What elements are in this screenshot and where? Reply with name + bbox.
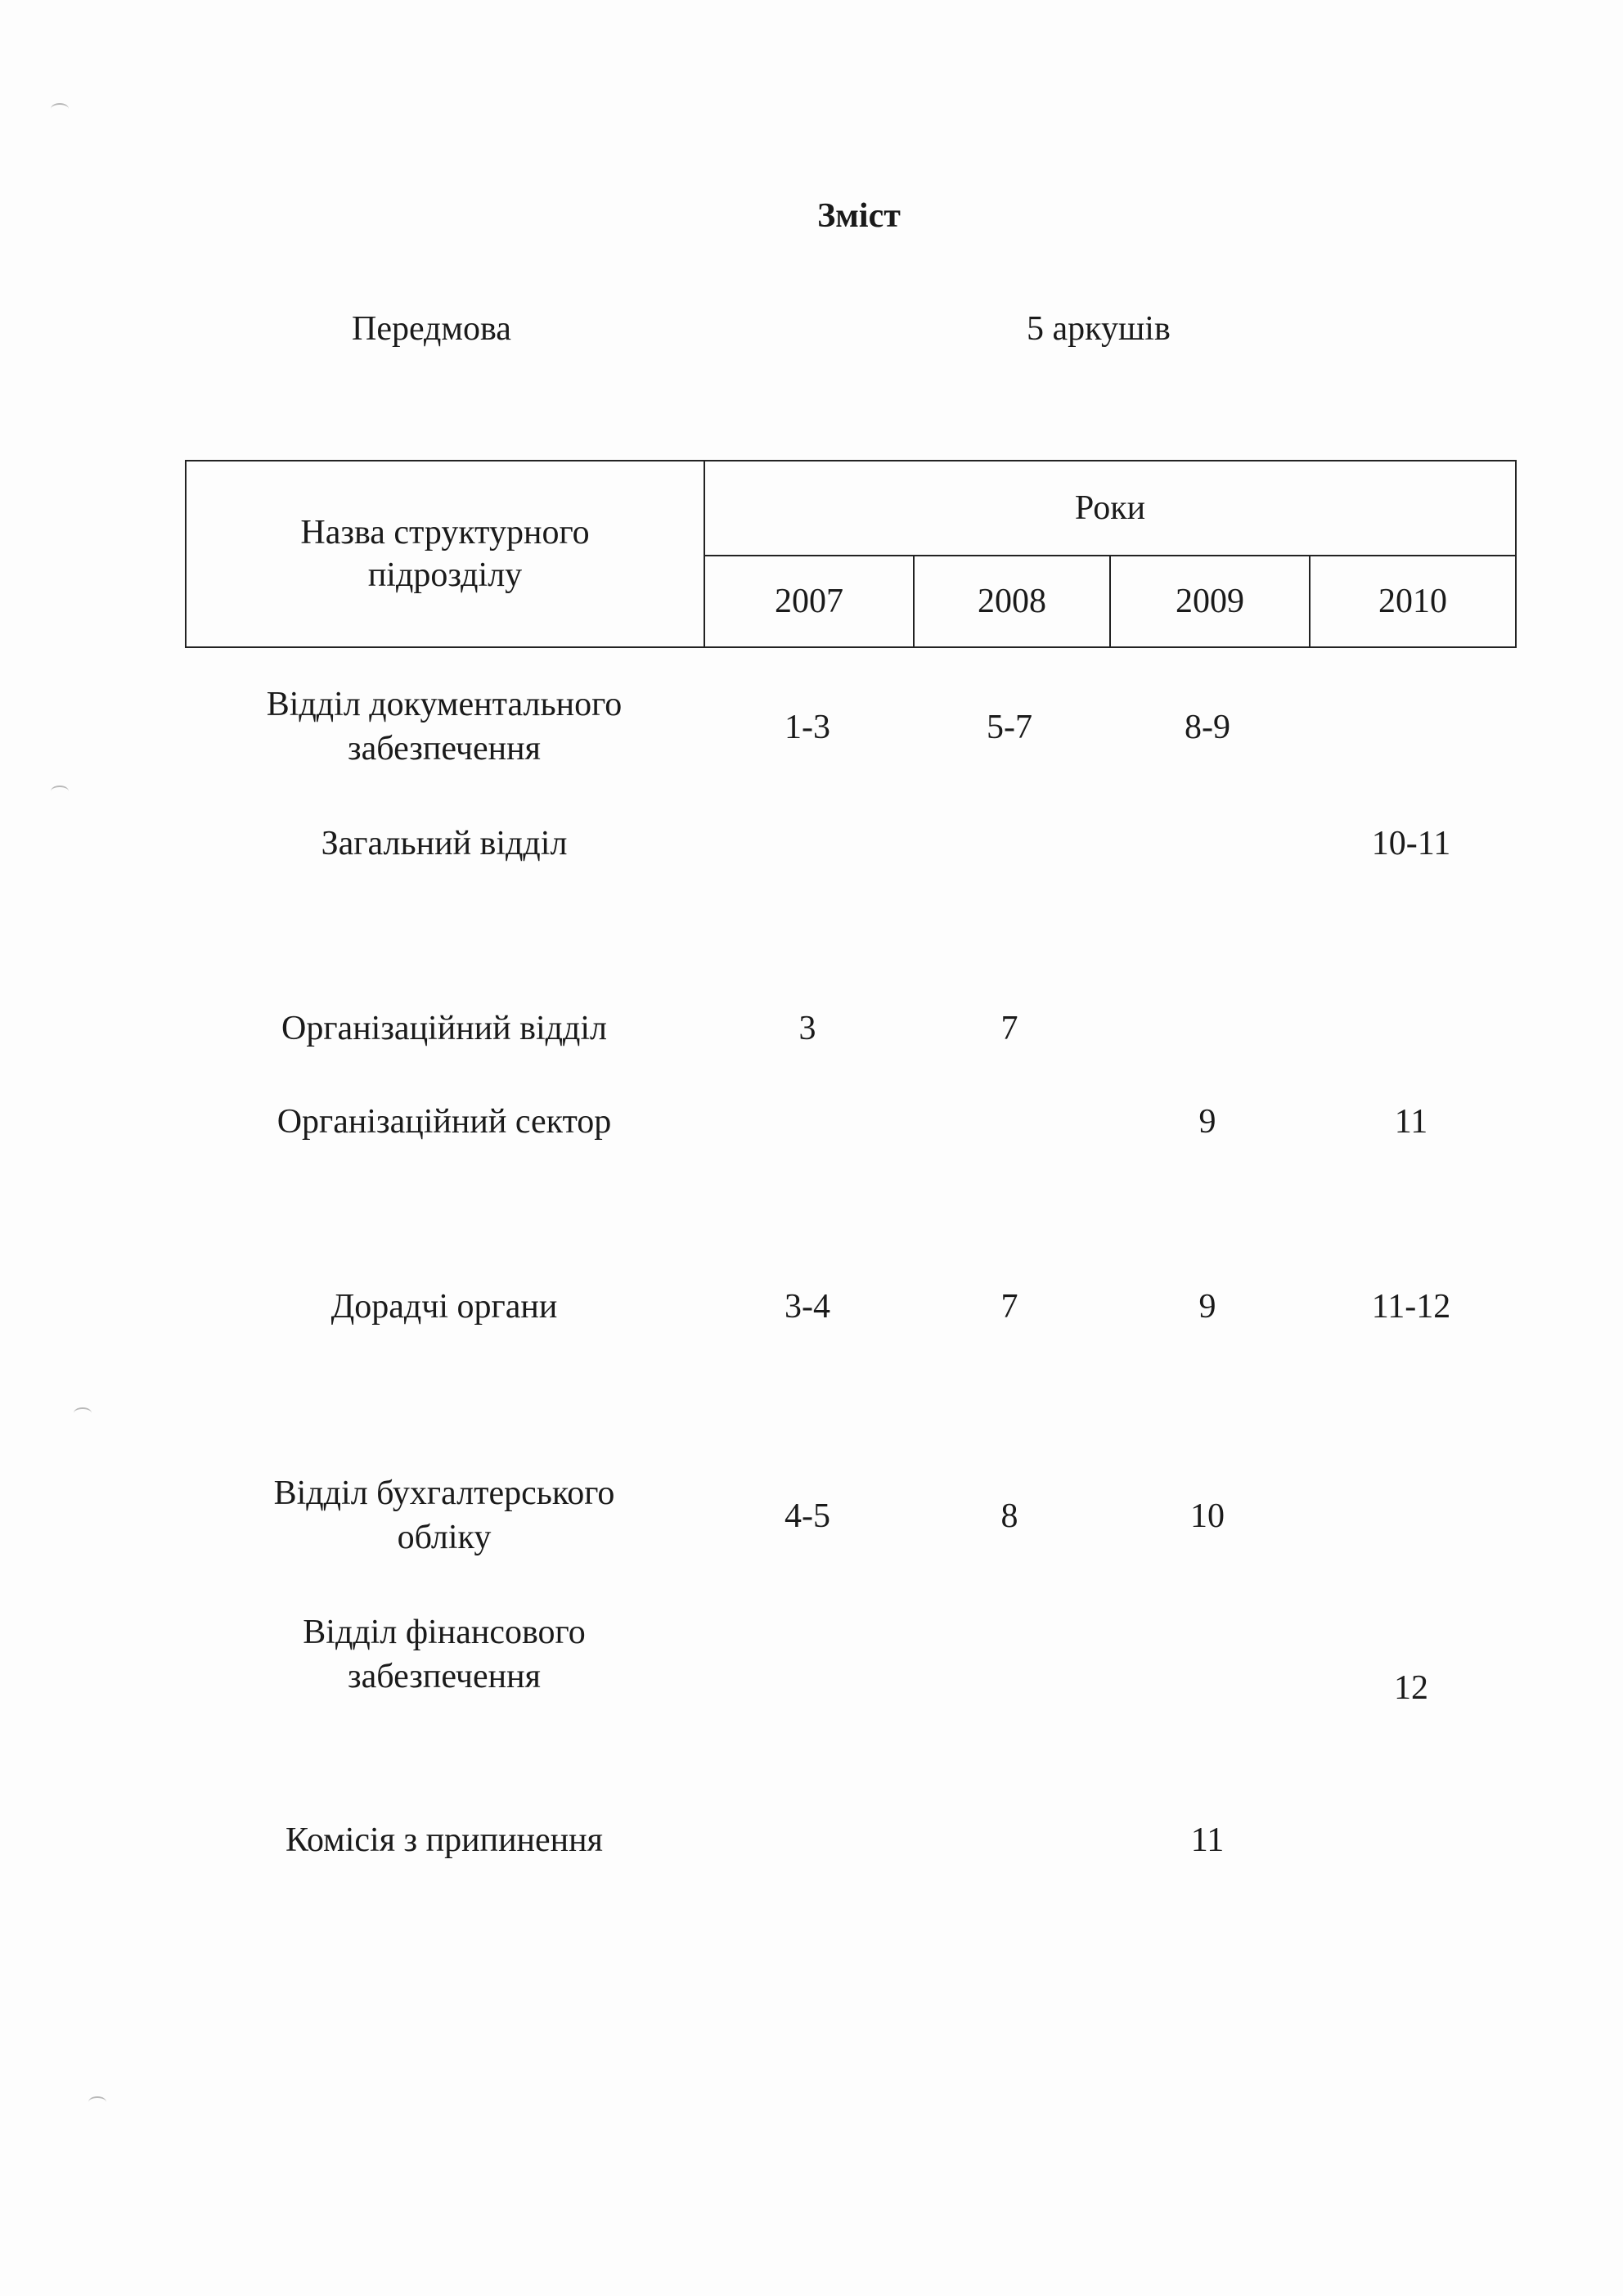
table-row-name: Загальний відділ [321,825,568,862]
table-cell-2009: 9 [1198,1288,1216,1326]
table-cell-2009: 11 [1190,1821,1225,1859]
table-cell-2009: 8-9 [1185,709,1230,746]
table-cell-2007: 4-5 [785,1497,830,1535]
header-years: Роки [1074,489,1146,527]
table-row-name: Відділ бухгалтерського обліку [273,1474,615,1556]
table-row-name: Дорадчі органи [330,1288,558,1326]
punch-hole-mark [51,786,69,797]
table-cell-2010: 11 [1394,1103,1428,1141]
page-title: Зміст [817,197,901,235]
table-row-name: Організаційний сектор [276,1103,612,1141]
table-cell-2008: 7 [1000,1288,1018,1326]
table-cell-2010: 11-12 [1371,1288,1451,1326]
table-header [185,460,1517,648]
table-row-name: Комісія з припинення [285,1821,603,1859]
table-cell-2008: 8 [1000,1497,1018,1535]
table-cell-2007: 1-3 [785,709,830,746]
header-year-2009: 2009 [1176,583,1244,620]
preface-value: 5 аркушів [1027,310,1171,348]
table-cell-2007: 3-4 [785,1288,830,1326]
header-year-2007: 2007 [775,583,843,620]
table-cell-2009: 10 [1190,1497,1225,1535]
header-year-2008: 2008 [978,583,1046,620]
table-row-name: Організаційний відділ [281,1010,607,1047]
header-department-name: Назва структурного підрозділу [300,514,590,594]
table-cell-2008: 7 [1000,1010,1018,1047]
table-cell-2010: 12 [1394,1669,1428,1707]
table-row-name: Відділ документального забезпечення [266,686,623,768]
table-cell-2007: 3 [798,1010,816,1047]
preface-label: Передмова [352,310,511,348]
table-cell-2010: 10-11 [1371,825,1451,862]
punch-hole-mark [51,103,69,115]
table-cell-2008: 5-7 [987,709,1032,746]
punch-hole-mark [74,1407,92,1419]
header-year-2010: 2010 [1378,583,1447,620]
table-row-name: Відділ фінансового забезпечення [303,1614,586,1695]
punch-hole-mark [88,2096,106,2108]
table-cell-2009: 9 [1198,1103,1216,1141]
